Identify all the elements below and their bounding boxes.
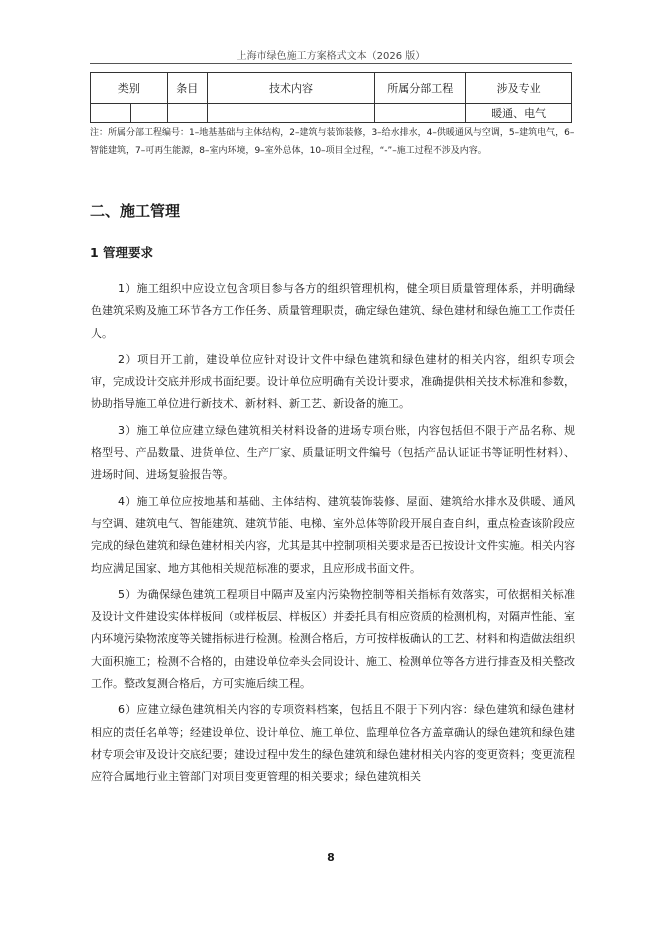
table-header-technical-content: 技术内容 [207,73,375,104]
section-title: 二、施工管理 [90,202,181,220]
table-cell-discipline: 暖通、电气 [466,104,572,123]
table-cell [207,104,375,123]
table-cell [130,104,167,123]
spec-table [90,72,572,123]
table-header-category: 类别 [91,73,168,104]
body-text [91,278,575,793]
paragraph-6: 6）应建立绿色建筑相关内容的专项资料档案，包括且不限于下列内容：绿色建筑和绿色建材相应的责任名单等；经建设单位、设计单位、施工单位、监理单位各方盖章确认的绿色建筑和绿色建材专项会审及设计交底纪要；建设过程中发生的绿色建筑和绿色建材相关内容的变更资料；变更流程应符合属地行业主管部门对项目变更管理的相关要求；绿色建筑相关 [91,703,575,784]
table-cell [91,104,131,123]
header-divider [90,63,572,64]
table-header-item: 条目 [167,73,207,104]
paragraph-5: 5）为确保绿色建筑工程项目中隔声及室内污染物控制等相关指标有效落实，可依据相关标准及设计文件建设实体样板间（或样板层、样板区）并委托具有相应资质的检测机构，对隔声性能、室内环境污染物浓度等关键指标进行检测。检测合格后，方可按样板确认的工艺、材料和构造做法组织大面积施工；检测不合格的，由建设单位牵头会同设计、施工、检测单位等各方进行排查及相关整改工作。整改复测合格后，方可实施后续工程。 [91,587,575,691]
paragraph-3: 3）施工单位应建立绿色建筑相关材料设备的进场专项台账，内容包括但不限于产品名称、规格型号、产品数量、进货单位、生产厂家、质量证明文件编号（包括产品认证证书等证明性材料）、进场时间、进场复验报告等。 [91,423,575,482]
table-note: 注：所属分部工程编号：1–地基基础与主体结构，2–建筑与装饰装修，3–给水排水，4–供暖通风与空调，5–建筑电气，6–智能建筑，7–可再生能源，8–室内环境，9–室外总体，10–项目全过程，“-”–施工过程不涉及内容。 [90,128,575,156]
page-header: 上海市绿色施工方案格式文本（2026 版） [236,51,426,62]
page-number: 8 [327,851,335,864]
subsection-title: 1 管理要求 [90,245,154,260]
table-cell [375,104,466,123]
table-row [91,104,572,123]
table-header-discipline: 涉及专业 [466,73,572,104]
table-cell [167,104,207,123]
table-header-subdivision: 所属分部工程 [375,73,466,104]
paragraph-4: 4）施工单位应按地基和基础、主体结构、建筑装饰装修、屋面、建筑给水排水及供暖、通风与空调、建筑电气、智能建筑、建筑节能、电梯、室外总体等阶段开展自查自纠，重点检查该阶段应完成的绿色建筑和绿色建材相关内容，尤其是其中控制项相关要求是否已按设计文件实施。相关内容均应满足国家、地方其他相关规范标准的要求，且应形成书面文件。 [91,494,575,575]
paragraph-2: 2）项目开工前，建设单位应针对设计文件中绿色建筑和绿色建材的相关内容，组织专项会审，完成设计交底并形成书面纪要。设计单位应明确有关设计要求，准确提供相关技术标准和参数，协助指导施工单位进行新技术、新材料、新工艺、新设备的施工。 [91,352,575,411]
paragraph-1: 1）施工组织中应设立包含项目参与各方的组织管理机构，健全项目质量管理体系，并明确绿色建筑采购及施工环节各方工作任务、质量管理职责，确定绿色建筑、绿色建材和绿色施工工作责任人。 [91,282,575,340]
table-header-row [91,73,572,104]
